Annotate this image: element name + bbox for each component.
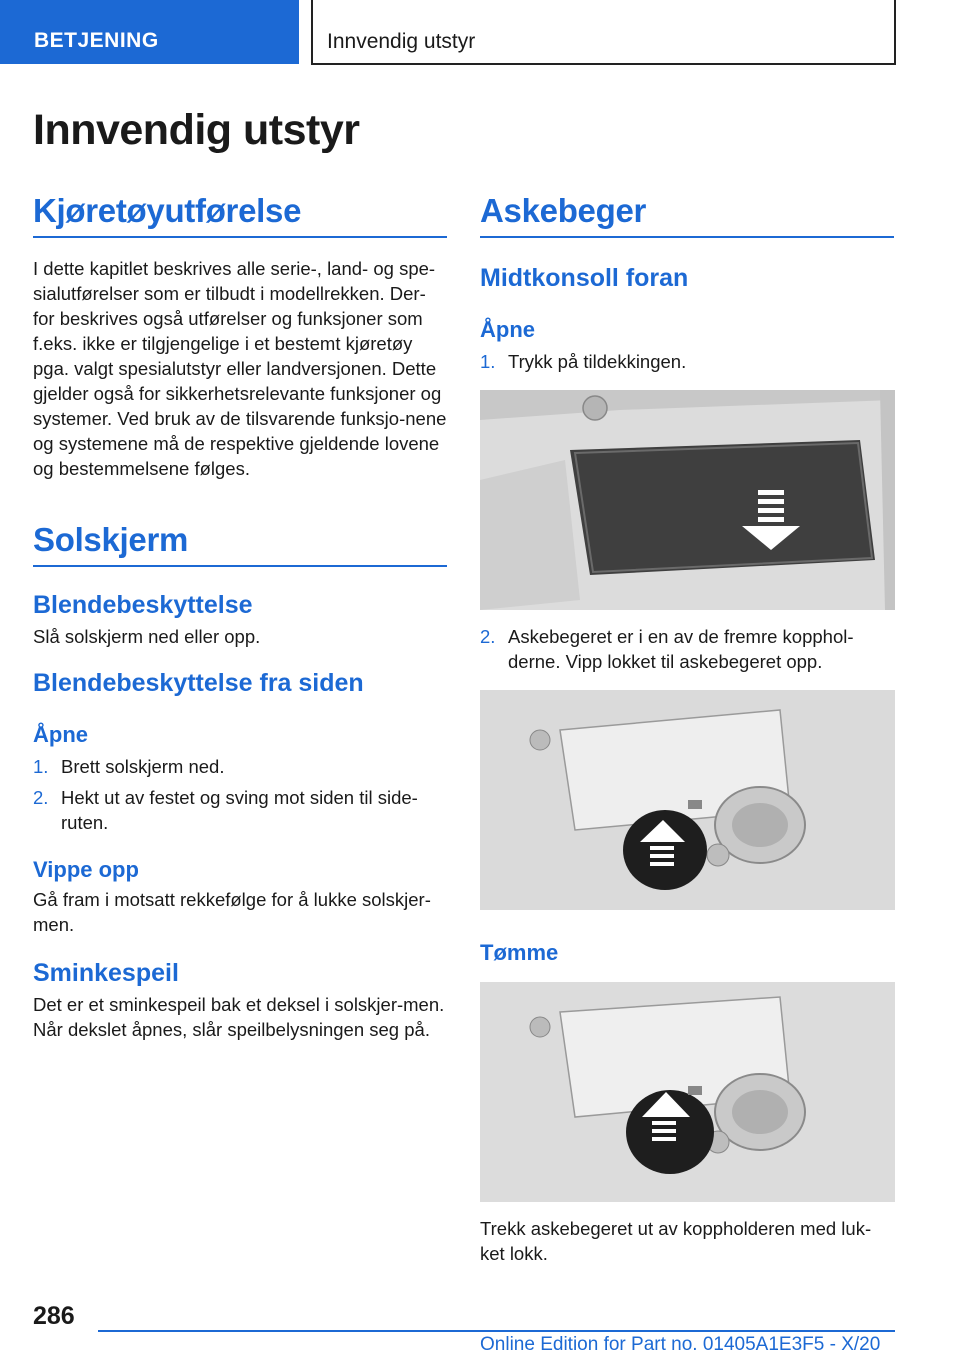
step-1-list	[480, 349, 894, 374]
step-2-list	[480, 624, 894, 674]
step-number: 1.	[480, 351, 496, 372]
list-item	[480, 624, 894, 674]
paragraph-vehicle: I dette kapitlet beskrives alle serie-, land- og spe-sialutførelser som er tilbudt i modellrekken. Der-for beskrives også utførelser og funksjoner som f.eks. ikke er tilgjengelige i et bestemt kjøretøy pga. valgt spesialutstyr eller landversjonen. Dette gjelder også for sikkerhetsrelevante funksjoner og systemer. Ved bruk av de tilsvarende funksjo-nene og systemene må de respektive gjeldende lovene og bestemmelsene følges.	[33, 258, 447, 479]
heading-sun-visor: Solskjerm	[33, 521, 447, 567]
left-column	[33, 192, 447, 1042]
page-number: 286	[33, 1302, 75, 1330]
step-number: 2.	[480, 626, 496, 647]
photo-ashtray-empty	[480, 982, 895, 1202]
paragraph-glare: Slå solskjerm ned eller opp.	[33, 626, 261, 647]
heading-mirror: Sminkespeil	[33, 959, 179, 987]
header-section-tab: BETJENING	[0, 0, 299, 64]
heading-vehicle: Kjøretøyutførelse	[33, 192, 447, 238]
list-item	[33, 754, 447, 779]
ashtray-open-image	[480, 690, 895, 910]
steps-sun-visor	[33, 754, 447, 835]
step-text: Hekt ut av festet og sving mot siden til side-ruten.	[61, 787, 418, 833]
photo-ashtray-open	[480, 690, 895, 910]
step-number: 1.	[33, 756, 49, 777]
list-item	[480, 349, 894, 374]
heading-empty: Tømme	[480, 940, 559, 965]
page-title: Innvendig utstyr	[33, 106, 360, 154]
paragraph-tilt: Gå fram i motsatt rekkefølge for å lukke solskjer-men.	[33, 889, 431, 935]
footer-rule	[98, 1330, 895, 1332]
list-item	[33, 785, 447, 835]
heading-tilt: Vippe opp	[33, 857, 139, 882]
right-column	[480, 192, 894, 1266]
cover-press-image	[480, 390, 895, 610]
paragraph-empty: Trekk askebegeret ut av koppholderen med luk-ket lokk.	[480, 1218, 872, 1264]
step-text: Brett solskjerm ned.	[61, 756, 225, 777]
heading-glare: Blendebeskyttelse	[33, 591, 253, 619]
step-text: Trykk på tildekkingen.	[508, 351, 687, 372]
paragraph-mirror: Det er et sminkespeil bak et deksel i solskjer-men. Når dekslet åpnes, slår speilbelysningen seg på.	[33, 994, 445, 1040]
heading-open-left: Åpne	[33, 722, 88, 747]
header-chapter: Innvendig utstyr	[311, 0, 896, 65]
step-number: 2.	[33, 787, 49, 808]
heading-console: Midtkonsoll foran	[480, 264, 689, 292]
step-text: Askebegeret er i en av de fremre kopphol-derne. Vipp lokket til askebegeret opp.	[508, 626, 854, 672]
heading-open-right: Åpne	[480, 317, 535, 342]
heading-ashtray: Askebeger	[480, 192, 894, 238]
ashtray-remove-image	[480, 982, 895, 1202]
heading-glare-side: Blendebeskyttelse fra siden	[33, 669, 364, 697]
photo-cover	[480, 390, 895, 610]
edition-label: Online Edition for Part no. 01405A1E3F5 - X/20	[480, 1334, 881, 1355]
